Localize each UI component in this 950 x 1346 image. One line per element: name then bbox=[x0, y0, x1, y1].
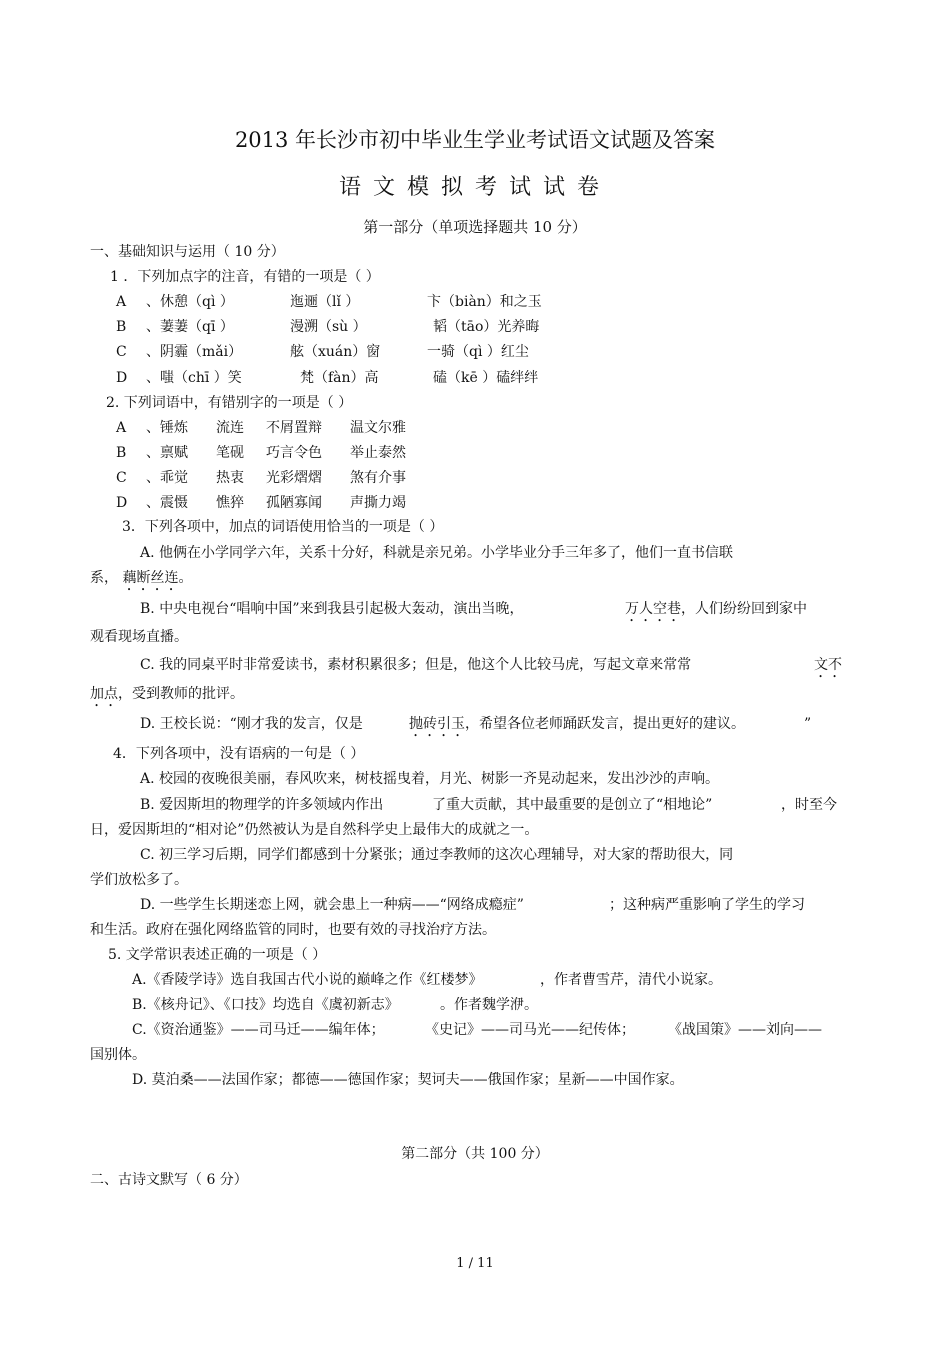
option-item: 卞（biàn）和之玉 bbox=[427, 294, 542, 310]
q3-option-d-line1: D. 王校长说：“刚才我的发言，仅是 bbox=[140, 716, 363, 732]
q3-option-c-line2 bbox=[90, 684, 244, 710]
q5-option-c-part1: C.《资治通鉴》——司马迁——编年体； bbox=[132, 1022, 385, 1038]
q3-option-b-line1 bbox=[140, 599, 524, 619]
option-item: 、乖觉 bbox=[146, 470, 188, 486]
option-letter: B bbox=[116, 445, 127, 461]
section-one-heading: 一、基础知识与运用（ 10 分） bbox=[90, 244, 285, 260]
option-item: 光彩熠熠 bbox=[266, 470, 322, 486]
q3-option-d-term bbox=[409, 714, 745, 740]
q3-option-b-line2: 观看现场直播。 bbox=[90, 629, 188, 645]
option-item: 声撕力竭 bbox=[350, 495, 406, 511]
option-item: 、锤炼 bbox=[146, 420, 188, 436]
q4-option-b-line2: 日，爱因斯坦的“相对论”仍然被认为是自然科学史上最伟大的成就之一。 bbox=[90, 822, 539, 838]
question-3-stem: 3．下列各项中，加点的词语使用恰当的一项是（ ） bbox=[122, 519, 444, 535]
q4-option-c-line1: C. 初三学习后期，同学们都感到十分紧张；通过李教师的这次心理辅导，对大家的帮助很大，同 bbox=[140, 847, 734, 863]
option-item: 举止泰然 bbox=[350, 445, 406, 461]
q5-option-c-part2: 《史记》——司马光——纪传体； bbox=[425, 1022, 635, 1038]
q5-option-b: B.《核舟记》、《口技》均选自《虞初新志》 bbox=[132, 997, 399, 1013]
question-2-stem: 2. 下列词语中，有错别字的一项是（ ） bbox=[106, 395, 353, 411]
dotted-term: 抛砖引玉 bbox=[409, 716, 465, 732]
option-item: 热衷 bbox=[216, 470, 244, 486]
option-item: 巧言令色 bbox=[266, 445, 322, 461]
document-subtitle: 语文模拟考试试卷 bbox=[338, 175, 611, 200]
q3-option-c-line1: C. 我的同桌平时非常爱读书，素材积累很多；但是，他这个人比较马虎，写起文章来常常 bbox=[140, 657, 692, 673]
option-item: 煞有介事 bbox=[350, 470, 406, 486]
q5-option-a-end: ，作者曹雪芹，清代小说家。 bbox=[540, 972, 722, 988]
text: B. 中央电视台“唱响中国”来到我县引起极大轰动，演出当晚， bbox=[140, 601, 524, 617]
dotted-term: 文不 bbox=[814, 657, 842, 673]
option-letter: D bbox=[116, 370, 128, 386]
text: ，希望各位老师踊跃发言，提出更好的建议。 bbox=[465, 716, 745, 732]
question-1-stem: 1 ．下列加点字的注音，有错的一项是（ ） bbox=[110, 269, 380, 285]
q5-option-a: A.《香陵学诗》选自我国古代小说的巅峰之作《红楼梦》 bbox=[132, 972, 483, 988]
question-4-stem: 4．下列各项中，没有语病的一句是（ ） bbox=[113, 746, 365, 762]
q5-option-c-part3: 《战国策》——刘向—— bbox=[668, 1022, 822, 1038]
option-item: 梵（fàn）高 bbox=[300, 370, 379, 386]
option-letter: A bbox=[116, 420, 127, 436]
option-item: 不屑置辩 bbox=[266, 420, 322, 436]
q4-option-b-line1: B. 爱因斯坦的物理学的许多领域内作出 bbox=[140, 797, 384, 813]
text: ，受到教师的批评。 bbox=[118, 686, 244, 702]
option-item: 、震慑 bbox=[146, 495, 188, 511]
question-5-stem: 5. 文学常识表述正确的一项是（ ） bbox=[108, 947, 327, 963]
option-item: 笔砚 bbox=[216, 445, 244, 461]
q4-option-b-line1-mid: 了重大贡献，其中最重要的是创立了“相地论” bbox=[432, 797, 713, 813]
dotted-term: 万人空巷 bbox=[625, 601, 681, 617]
text: 系， bbox=[90, 570, 118, 586]
option-item: 、禀赋 bbox=[146, 445, 188, 461]
option-item: 漫溯（sù ） bbox=[290, 319, 367, 335]
option-item: 磕（kē ）磕绊绊 bbox=[433, 370, 539, 386]
part-one-heading: 第一部分（单项选择题共 10 分） bbox=[363, 218, 587, 236]
q4-option-d-line1: D. 一些学生长期迷恋上网，就会患上一种病——“网络成瘾症” bbox=[140, 897, 524, 913]
q3-option-a-line2 bbox=[90, 568, 192, 594]
section-two-heading: 二、古诗文默写（ 6 分） bbox=[90, 1172, 248, 1188]
dotted-term: 藕断丝连 bbox=[122, 570, 179, 586]
q4-option-b-line1-end: ，时至今 bbox=[781, 797, 837, 813]
page-number: 1 / 11 bbox=[456, 1256, 494, 1271]
q4-option-d-line1-end: ；这种病严重影响了学生的学习 bbox=[609, 897, 805, 913]
option-item: 、阴霾（mǎi） bbox=[146, 344, 243, 360]
option-letter: C bbox=[116, 344, 127, 360]
option-item: 舷（xuán）窗 bbox=[290, 344, 381, 360]
dotted-term: 加点 bbox=[90, 686, 118, 702]
option-item: 一骑（qì ）红尘 bbox=[427, 344, 529, 360]
option-item: 、萋萋（qī ） bbox=[146, 319, 234, 335]
option-item: 孤陋寡闻 bbox=[266, 495, 322, 511]
text: 。 bbox=[178, 570, 193, 586]
q4-option-c-line2: 学们放松多了。 bbox=[90, 872, 188, 888]
option-letter: B bbox=[116, 319, 127, 335]
q5-option-c-line2: 国别体。 bbox=[90, 1047, 146, 1063]
option-item: 、休憩（qì ） bbox=[146, 294, 234, 310]
option-item: 流连 bbox=[216, 420, 244, 436]
option-letter: A bbox=[116, 294, 127, 310]
q3-option-a-line1: A. 他俩在小学同学六年，关系十分好，科就是亲兄弟。小学毕业分手三年多了，他们一直书信联 bbox=[140, 545, 734, 561]
option-item: 韬（tāo）光养晦 bbox=[433, 319, 540, 335]
option-item: 憔猝 bbox=[216, 495, 244, 511]
option-item: 迤逦（lǐ ） bbox=[290, 294, 360, 310]
q4-option-d-line2: 和生活。政府在强化网络监管的同时，也要有效的寻找治疗方法。 bbox=[90, 922, 496, 938]
option-letter: C bbox=[116, 470, 127, 486]
q5-option-d: D. 莫泊桑——法国作家；都德——德国作家；契诃夫——俄国作家；星新——中国作家。 bbox=[132, 1072, 684, 1088]
text: ，人们纷纷回到家中 bbox=[681, 601, 807, 617]
option-item: 温文尔雅 bbox=[350, 420, 406, 436]
q4-option-a: A. 校园的夜晚很美丽，春风吹来，树枝摇曳着，月光、树影一齐晃动起来，发出沙沙的声响。 bbox=[140, 771, 720, 787]
q3-option-c-term bbox=[814, 655, 842, 681]
q3-option-d-quote-end: ” bbox=[804, 716, 812, 732]
option-letter: D bbox=[116, 495, 128, 511]
q5-option-b-end: 。作者魏学洢。 bbox=[440, 997, 538, 1013]
q3-option-b-term bbox=[625, 599, 807, 625]
option-item: 、嗤（chī ）笑 bbox=[146, 370, 242, 386]
part-two-heading: 第二部分（共 100 分） bbox=[401, 1146, 549, 1162]
document-title: 2013 年长沙市初中毕业生学业考试语文试题及答案 bbox=[234, 128, 716, 152]
